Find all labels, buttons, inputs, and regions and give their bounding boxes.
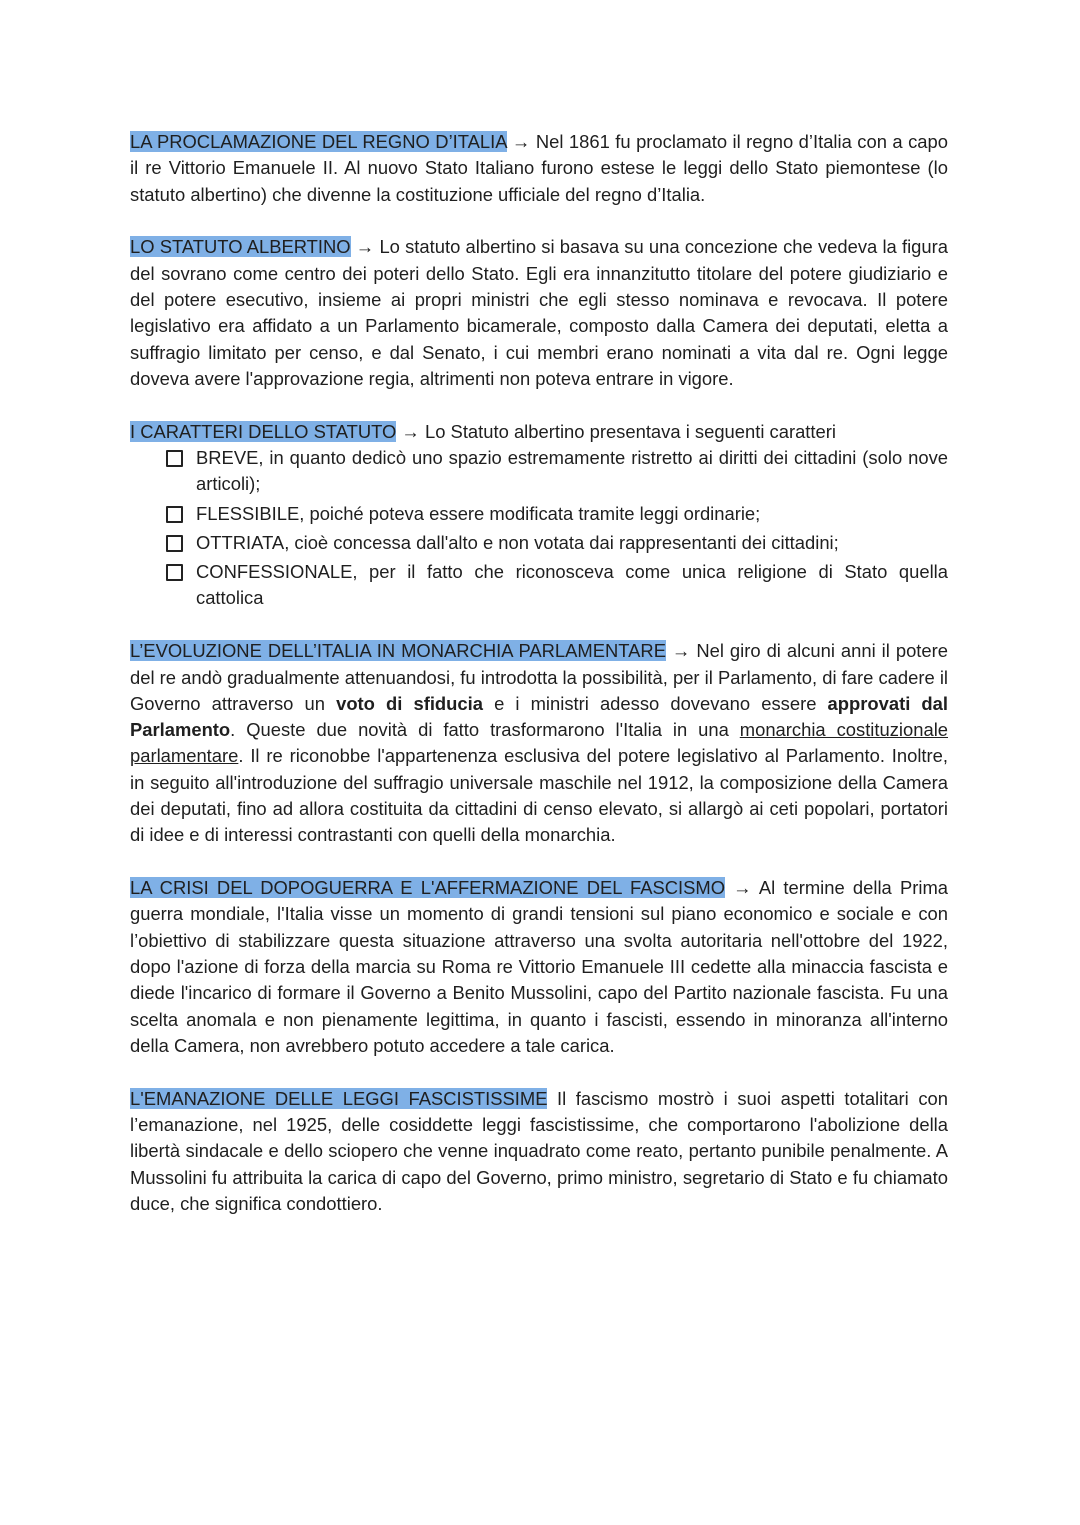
checkbox-icon[interactable] — [166, 564, 183, 581]
section-proclamazione — [130, 129, 948, 208]
section-statuto-albertino — [130, 234, 948, 392]
checklist-item-text: CONFESSIONALE, per il fatto che riconosceva come unica religione di Stato quella cattolica — [196, 561, 948, 609]
caratteri-checklist — [130, 445, 948, 612]
section-heading: LA PROCLAMAZIONE DEL REGNO D’ITALIA — [130, 131, 507, 152]
checkbox-icon[interactable] — [166, 535, 183, 552]
section-text: . Queste due novità di fatto trasformarono l'Italia in una — [230, 719, 740, 741]
section-heading: L'EMANAZIONE DELLE LEGGI FASCISTISSIME — [130, 1087, 548, 1109]
checklist-item-text: OTTRIATA, cioè concessa dall'alto e non votata dai rappresentanti dei cittadini; — [196, 531, 839, 553]
section-text: Al termine della Prima guerra mondiale, l'Italia visse un momento di grandi tensioni sul piano economico e sociale e con l’obiettivo di stabilizzare questa situazione attraverso una svolta autoritaria nell'ottobre del 1922, dopo l'azione di forza della marcia su Roma re Vittorio Emanuele III cedette alla minaccia fascista e diede l'incarico di formare il Governo a Benito Mussolini, capo del Partito nazionale fascista. Fu una scelta anomala e non pienamente legittima, in quanto i fascisti, essendo in minoranza all'interno della Camera, non avrebbero potuto accedere a tale carica. — [130, 877, 948, 1056]
section-text: . Il re riconobbe l'appartenenza esclusiva del potere legislativo al Parlamento. Inoltre, in seguito all'introduzione del suffragio universale maschile nel 1912, la composizione della Camera dei deputati, fino ad allora costituita da cittadini di censo elevato, si allargò ai ceti popolari, portatori di idee e di interessi contrastanti con quelli della monarchia. — [130, 745, 948, 846]
section-caratteri — [130, 419, 948, 445]
section-text: Lo statuto albertino si basava su una concezione che vedeva la figura del sovrano come centro dei poteri dello Stato. Egli era innanzitutto titolare del potere giudiziario e del potere esecutivo, insieme ai propri ministri che egli stesso nominava e revocava. Il potere legislativo era affidato a un Parlamento bicamerale, composto dalla Camera dei deputati, eletta a suffragio limitato per censo, e dal Senato, i cui membri erano nominati a vita dal re. Ogni legge doveva avere l'approvazione regia, altrimenti non poteva entrare in vigore. — [130, 236, 948, 389]
section-heading: LO STATUTO ALBERTINO — [130, 236, 351, 258]
checklist-item-text: FLESSIBILE, poiché poteva essere modificata tramite leggi ordinarie; — [196, 502, 761, 524]
section-leggi-fascistissime — [130, 1086, 948, 1217]
section-evoluzione — [130, 638, 948, 848]
underlined-term: monarchia costituzionale parlamentare — [130, 719, 949, 767]
section-text: e i ministri adesso dovevano essere — [482, 692, 828, 714]
section-heading: L’EVOLUZIONE DELL’ITALIA IN MONARCHIA PARLAMENTARE — [130, 640, 666, 662]
spacer-text — [547, 1088, 557, 1109]
arrow-glyph: → — [725, 877, 759, 899]
checklist-item — [166, 530, 948, 556]
section-text: Il fascismo mostrò i suoi aspetti totalitari con l’emanazione, nel 1925, delle cosiddette leggi fascistissime, che comportarono l'abolizione della libertà sindacale e dello sciopero che venne inquadrato come reato, pertanto punibile penalmente. A Mussolini fu attribuita la carica di capo del Governo, primo ministro, segretario di Stato e fu chiamato duce, che significa condottiero. — [130, 1087, 948, 1214]
section-text: Lo Statuto albertino presentava i seguenti caratteri — [424, 420, 836, 442]
section-crisi-dopoguerra — [130, 875, 948, 1059]
arrow-glyph: → — [665, 640, 697, 662]
document-page — [130, 129, 948, 1244]
section-heading: I CARATTERI DELLO STATUTO — [130, 420, 397, 442]
arrow-glyph: → — [350, 236, 380, 258]
checklist-item — [166, 445, 948, 498]
bold-term: approvati dal Parlamento — [130, 692, 948, 741]
arrow-glyph: → — [396, 420, 425, 442]
arrow-glyph: → — [506, 131, 536, 152]
bold-term: voto di sfiducia — [336, 692, 483, 714]
section-text: Nel 1861 fu proclamato il regno d’Italia con a capo il re Vittorio Emanuele II. Al nuovo Stato Italiano furono estese le leggi dello Stato piemontese (lo statuto albertino) che divenne la costituzione ufficiale del regno d’Italia. — [130, 131, 948, 205]
checklist-item — [166, 501, 948, 527]
section-heading: LA CRISI DEL DOPOGUERRA E L'AFFERMAZIONE DEL FASCISMO — [130, 877, 726, 899]
checklist-item-text: BREVE, in quanto dedicò uno spazio estremamente ristretto ai diritti dei cittadini (solo nove articoli); — [196, 446, 948, 495]
section-text: Nel giro di alcuni anni il potere del re andò gradualmente attenuandosi, fu introdotta la possibilità, per il Parlamento, di fare cadere il Governo attraverso un — [130, 640, 948, 714]
checklist-item — [166, 559, 948, 612]
checkbox-icon[interactable] — [166, 450, 183, 467]
checkbox-icon[interactable] — [166, 506, 183, 523]
